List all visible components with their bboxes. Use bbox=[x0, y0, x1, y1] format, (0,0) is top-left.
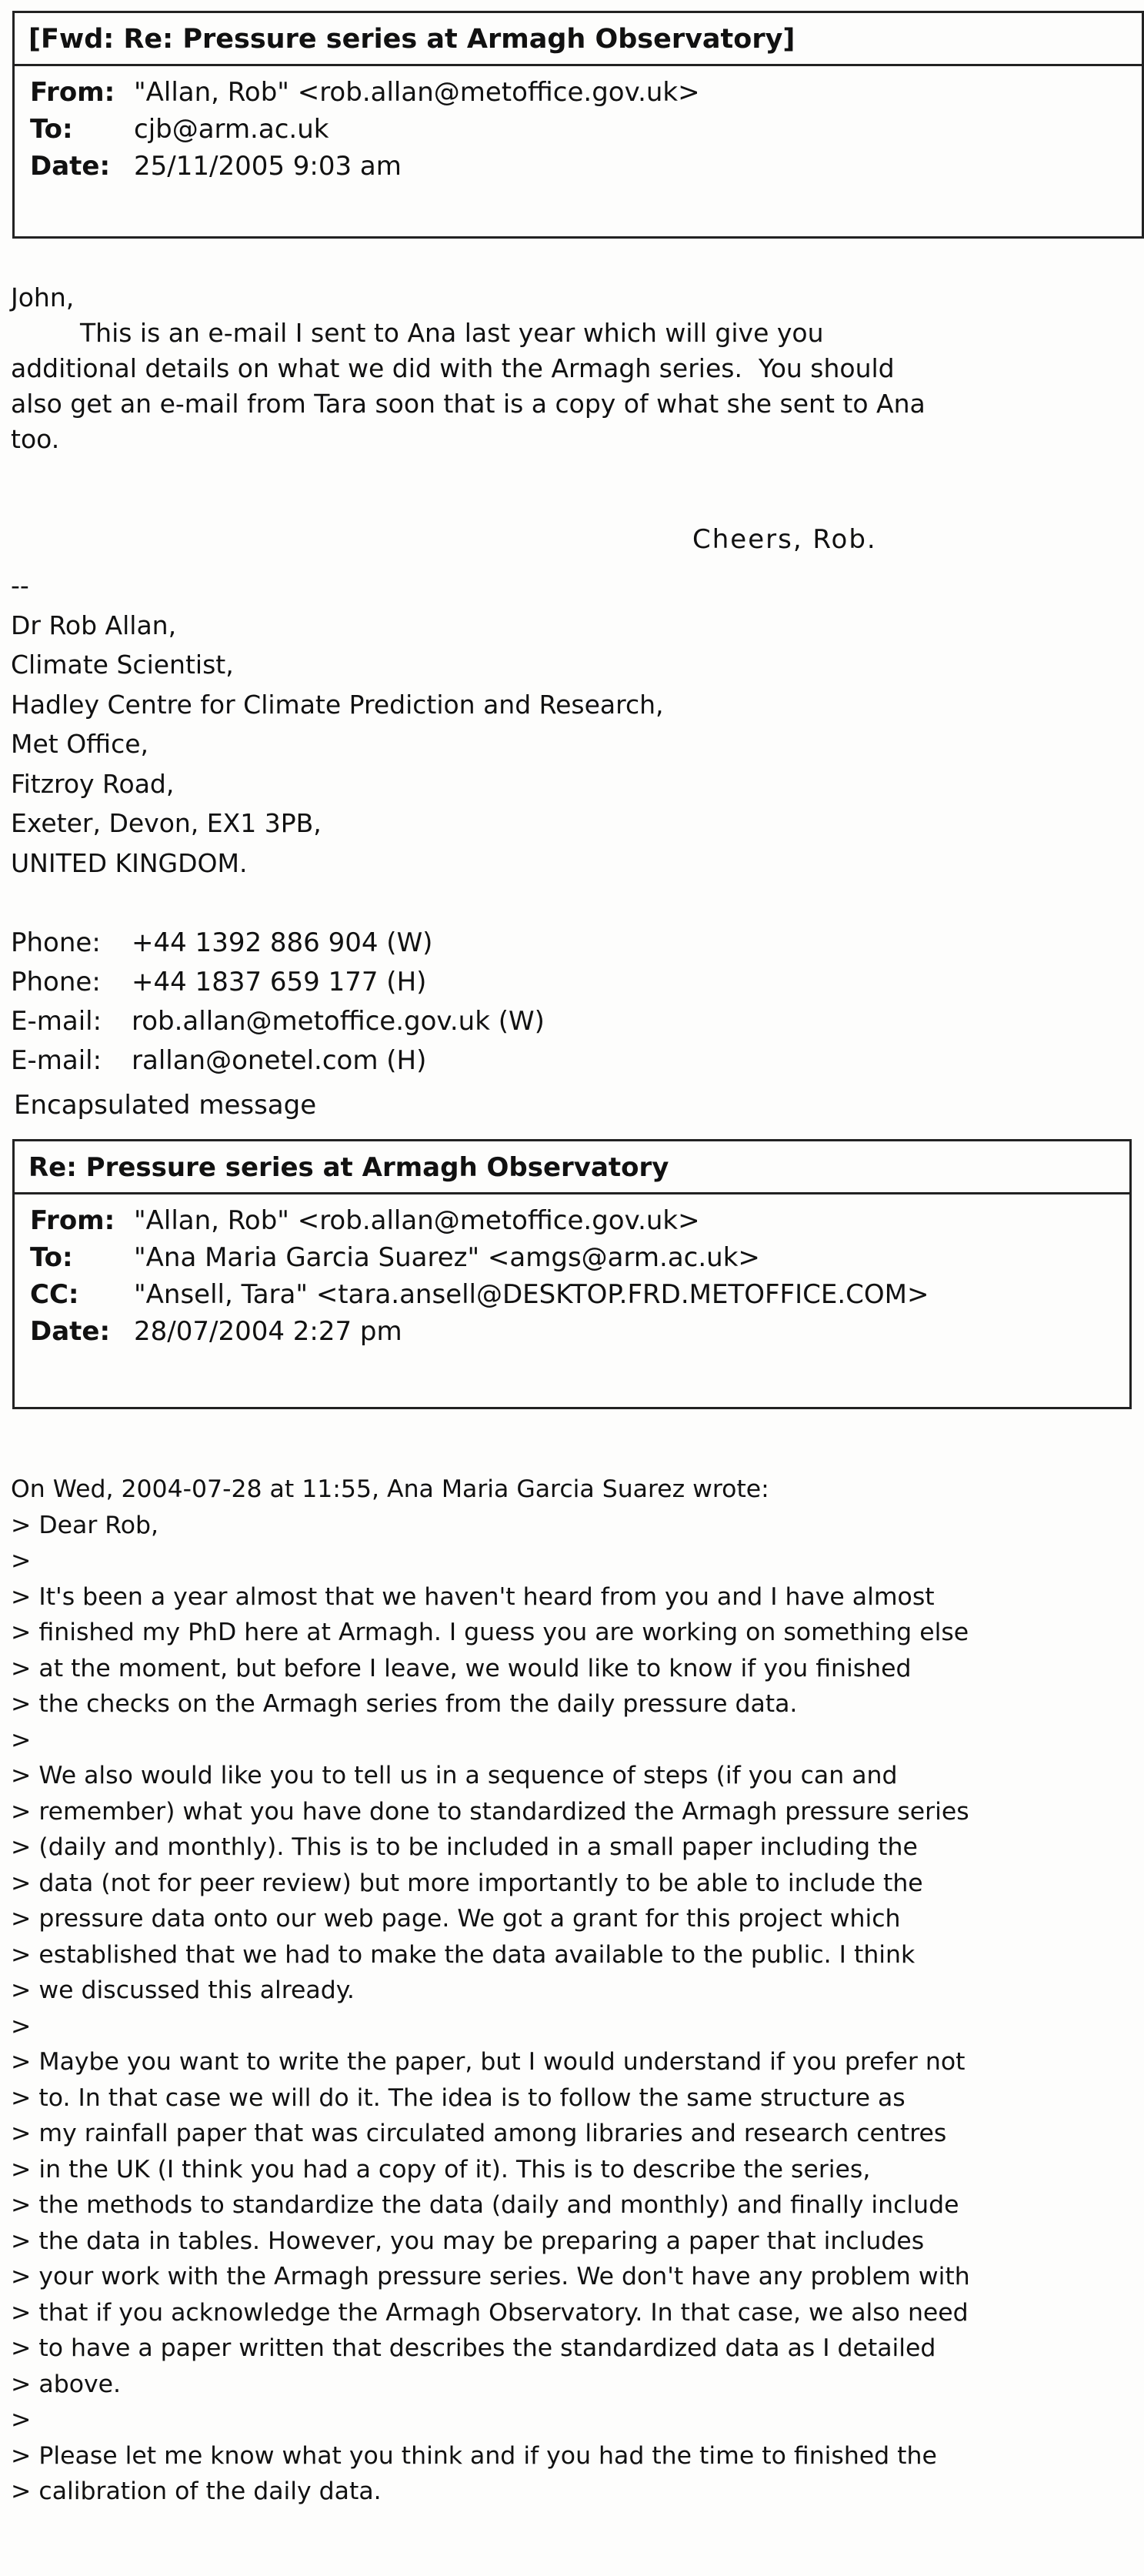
quoted-message bbox=[11, 1472, 1136, 2510]
quote-line: > in the UK (I think you had a copy of it). This is to describe the series, bbox=[11, 2155, 871, 2183]
signature-line: Hadley Centre for Climate Prediction and Research, bbox=[11, 689, 664, 720]
from-label: From: bbox=[30, 1205, 115, 1236]
contact-block bbox=[11, 924, 1136, 1081]
signoff: Cheers, Rob. bbox=[692, 524, 877, 555]
header-field-from bbox=[30, 1202, 929, 1239]
date-label: Date: bbox=[30, 151, 111, 182]
quote-line: > to have a paper written that describes the standardized data as I detailed bbox=[11, 2334, 936, 2362]
signature-line: Climate Scientist, bbox=[11, 650, 234, 680]
to-value: "Ana Maria Garcia Suarez" <amgs@arm.ac.uk> bbox=[134, 1242, 760, 1273]
signature bbox=[11, 566, 1136, 883]
contact-row bbox=[11, 1002, 545, 1041]
encapsulated-header-box bbox=[12, 1139, 1132, 1409]
header-field-date bbox=[30, 1313, 929, 1350]
to-value: cjb@arm.ac.uk bbox=[134, 114, 329, 145]
quote-line: > bbox=[11, 2406, 32, 2434]
contact-label: Phone: bbox=[11, 927, 101, 958]
signature-line: UNITED KINGDOM. bbox=[11, 847, 248, 878]
note-line: also get an e-mail from Tara soon that is a copy of what she sent to Ana bbox=[11, 389, 926, 419]
contact-value: +44 1837 659 177 (H) bbox=[132, 967, 427, 997]
quote-line: > we discussed this already. bbox=[11, 1976, 355, 2004]
header-field-date bbox=[30, 148, 700, 185]
quote-line: > above. bbox=[11, 2370, 122, 2398]
quote-intro: On Wed, 2004-07-28 at 11:55, Ana Maria Garcia Suarez wrote: bbox=[11, 1475, 769, 1503]
quote-line: > Dear Rob, bbox=[11, 1511, 159, 1539]
contact-label: E-mail: bbox=[11, 1045, 102, 1076]
quote-line: > at the moment, but before I leave, we would like to know if you finished bbox=[11, 1654, 912, 1682]
cc-value: "Ansell, Tara" <tara.ansell@DESKTOP.FRD.METOFFICE.COM> bbox=[134, 1279, 929, 1310]
quote-line: > data (not for peer review) but more importantly to be able to include the bbox=[11, 1869, 923, 1897]
quote-line: > bbox=[11, 2012, 32, 2040]
note-line: too. bbox=[11, 424, 60, 454]
greeting: John, bbox=[11, 282, 75, 312]
forward-header-box bbox=[12, 11, 1144, 239]
quote-line: > the data in tables. However, you may be preparing a paper that includes bbox=[11, 2227, 925, 2255]
quote-line: > We also would like you to tell us in a sequence of steps (if you can and bbox=[11, 1762, 898, 1789]
from-value: "Allan, Rob" <rob.allan@metoffice.gov.uk> bbox=[134, 77, 700, 108]
quote-line: > your work with the Armagh pressure series. We don't have any problem with bbox=[11, 2263, 970, 2290]
contact-row bbox=[11, 963, 545, 1002]
contact-label: E-mail: bbox=[11, 1006, 102, 1037]
quote-line: > It's been a year almost that we haven't heard from you and I have almost bbox=[11, 1582, 935, 1611]
contact-table bbox=[11, 924, 545, 1081]
signature-separator: -- bbox=[11, 570, 29, 600]
header-field-from bbox=[30, 74, 700, 111]
quote-line: > remember) what you have done to standardized the Armagh pressure series bbox=[11, 1797, 969, 1826]
quote-line: > Maybe you want to write the paper, but I would understand if you prefer not bbox=[11, 2048, 966, 2076]
note-line: This is an e-mail I sent to Ana last year which will give you bbox=[80, 318, 824, 348]
header-field-to bbox=[30, 111, 700, 148]
forward-note bbox=[11, 280, 1136, 457]
encapsulated-header-fields bbox=[30, 1202, 929, 1350]
encapsulated-label: Encapsulated message bbox=[14, 1090, 317, 1121]
contact-value: rallan@onetel.com (H) bbox=[132, 1045, 427, 1076]
forward-subject: [Fwd: Re: Pressure series at Armagh Observatory] bbox=[15, 13, 1142, 66]
quote-line: > established that we had to make the data available to the public. I think bbox=[11, 1940, 916, 1969]
quote-line: > that if you acknowledge the Armagh Observatory. In that case, we also need bbox=[11, 2298, 969, 2327]
quote-line: > bbox=[11, 1726, 32, 1754]
date-value: 28/07/2004 2:27 pm bbox=[134, 1316, 402, 1347]
contact-row bbox=[11, 924, 545, 963]
date-label: Date: bbox=[30, 1316, 111, 1347]
quote-line: > the methods to standardize the data (daily and monthly) and finally include bbox=[11, 2191, 959, 2219]
contact-value: rob.allan@metoffice.gov.uk (W) bbox=[132, 1006, 545, 1037]
contact-label: Phone: bbox=[11, 967, 101, 997]
signature-line: Fitzroy Road, bbox=[11, 768, 175, 799]
signature-line: Dr Rob Allan, bbox=[11, 610, 177, 640]
quote-line: > Please let me know what you think and if you had the time to finished the bbox=[11, 2441, 937, 2470]
quote-line: > the checks on the Armagh series from the daily pressure data. bbox=[11, 1690, 798, 1718]
encapsulated-subject: Re: Pressure series at Armagh Observatory bbox=[15, 1141, 1129, 1194]
contact-row bbox=[11, 1041, 545, 1081]
quote-line: > pressure data onto our web page. We got a grant for this project which bbox=[11, 1905, 901, 1933]
to-label: To: bbox=[30, 1242, 73, 1273]
contact-value: +44 1392 886 904 (W) bbox=[132, 927, 433, 958]
cc-label: CC: bbox=[30, 1279, 79, 1310]
header-field-cc bbox=[30, 1276, 929, 1313]
date-value: 25/11/2005 9:03 am bbox=[134, 151, 402, 182]
to-label: To: bbox=[30, 114, 73, 145]
quote-line: > my rainfall paper that was circulated among libraries and research centres bbox=[11, 2120, 947, 2147]
from-label: From: bbox=[30, 77, 115, 108]
quote-line: > bbox=[11, 1547, 32, 1575]
quote-line: > finished my PhD here at Armagh. I guess you are working on something else bbox=[11, 1619, 969, 1646]
header-field-to bbox=[30, 1239, 929, 1276]
forward-header-fields bbox=[30, 74, 700, 185]
note-line: additional details on what we did with the Armagh series. You should bbox=[11, 353, 895, 383]
signature-line: Met Office, bbox=[11, 729, 149, 759]
quote-line: > to. In that case we will do it. The idea is to follow the same structure as bbox=[11, 2083, 906, 2112]
quote-line: > calibration of the daily data. bbox=[11, 2477, 382, 2505]
quote-line: > (daily and monthly). This is to be included in a small paper including the bbox=[11, 1833, 918, 1861]
signature-line: Exeter, Devon, EX1 3PB, bbox=[11, 808, 322, 838]
from-value: "Allan, Rob" <rob.allan@metoffice.gov.uk> bbox=[134, 1205, 700, 1236]
